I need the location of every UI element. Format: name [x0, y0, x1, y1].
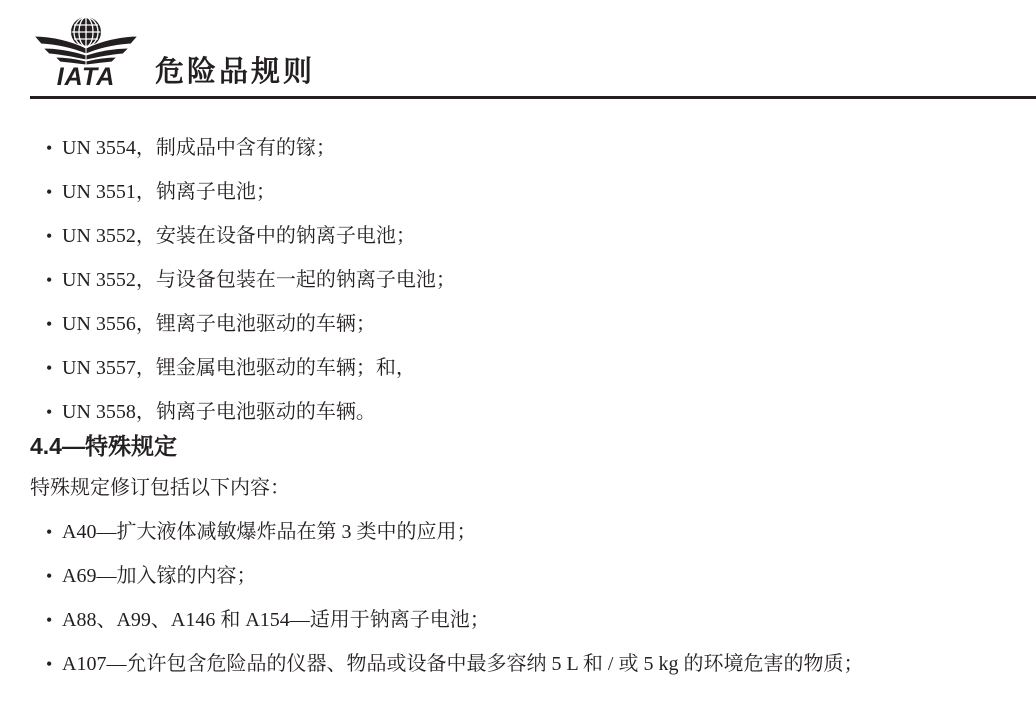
- iata-logo: [30, 14, 140, 90]
- page-title: 危险品规则: [155, 56, 316, 88]
- list-item-text: UN 3554，制成品中含有的镓；: [62, 137, 336, 159]
- list-item-text: A69—加入镓的内容；: [62, 565, 257, 587]
- list-item: [30, 653, 1036, 676]
- bullet-icon: •: [46, 566, 53, 586]
- bullet-icon: •: [46, 402, 53, 422]
- list-item: [30, 565, 1036, 588]
- bullet-icon: •: [46, 182, 53, 202]
- globe-icon: [71, 17, 101, 47]
- list-item: [30, 401, 1036, 424]
- list-item: [30, 357, 1036, 380]
- iata-wings-globe-icon: [30, 14, 140, 90]
- list-item-text: UN 3557，锂金属电池驱动的车辆；和，: [62, 357, 416, 379]
- list-item: [30, 313, 1036, 336]
- list-item-text: A107—允许包含危险品的仪器、物品或设备中最多容纳 5 L 和 / 或 5 kg 的环境危害的物质；: [62, 653, 864, 675]
- list-item: [30, 225, 1036, 248]
- page-content: [30, 137, 1036, 676]
- list-item-text: UN 3552，安装在设备中的钠离子电池；: [62, 225, 416, 247]
- list-item-text: UN 3556，锂离子电池驱动的车辆；: [62, 313, 376, 335]
- bullet-icon: •: [46, 610, 53, 630]
- special-provisions-list: [30, 521, 1036, 676]
- list-item: [30, 269, 1036, 292]
- iata-logo-text: IATA: [56, 63, 116, 90]
- list-item-text: UN 3552，与设备包装在一起的钠离子电池；: [62, 269, 456, 291]
- list-item-text: UN 3558，钠离子电池驱动的车辆。: [62, 401, 376, 423]
- section-intro: 特殊规定修订包括以下内容：: [30, 477, 290, 499]
- bullet-icon: •: [46, 226, 53, 246]
- list-item: [30, 137, 1036, 160]
- bullet-icon: •: [46, 314, 53, 334]
- bullet-icon: •: [46, 654, 53, 674]
- bullet-icon: •: [46, 358, 53, 378]
- list-item-text: A40—扩大液体减敏爆炸品在第 3 类中的应用；: [62, 521, 477, 543]
- list-item: [30, 521, 1036, 544]
- bullet-icon: •: [46, 270, 53, 290]
- list-item-text: UN 3551，钠离子电池；: [62, 181, 276, 203]
- section-heading: 4.4—特殊规定: [30, 433, 177, 459]
- list-item: [30, 609, 1036, 632]
- list-item-text: A88、A99、A146 和 A154—适用于钠离子电池；: [62, 609, 490, 631]
- page-header: [30, 0, 1036, 99]
- list-item: [30, 181, 1036, 204]
- bullet-icon: •: [46, 138, 53, 158]
- un-number-list: [30, 137, 1036, 424]
- bullet-icon: •: [46, 522, 53, 542]
